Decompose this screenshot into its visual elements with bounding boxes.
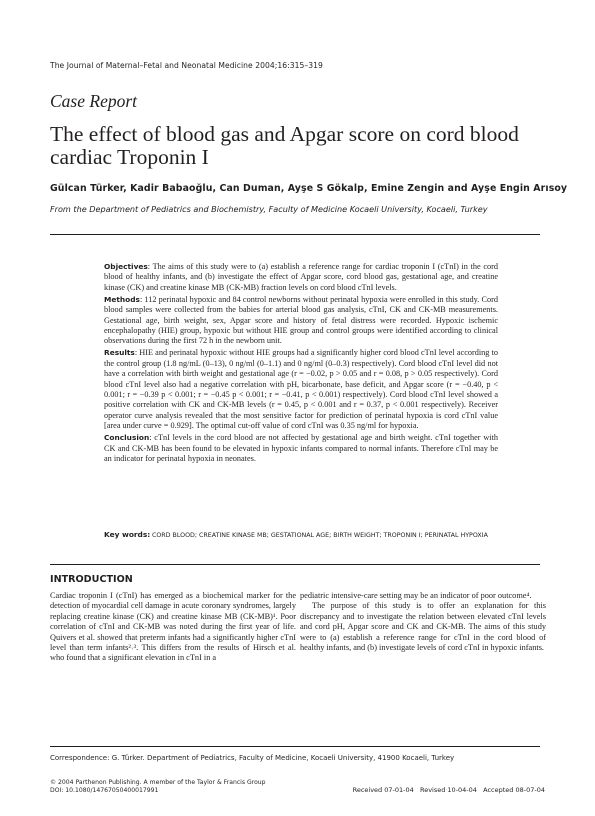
- footer-rule: [50, 746, 540, 747]
- intro-paragraph-2: The purpose of this study is to offer an explanation for this discrepancy and to investigate the relation between elevated cTnI levels and cord pH, Apgar score and CK and CK-MB. The aims of this study were to (a) establish a reference range for cTnI in the cord blood of healthy infants, and (b) investigate levels of cord cTnI in hypoxic infants.: [300, 601, 546, 653]
- conclusion-text: : cTnI levels in the cord blood are not affected by gestational age and birth weight. cTnI together with CK and CK-MB has been found to be elevated in hypoxic infants compared to normal infants. Therefore cTnI may be an indicator for perinatal hypoxia in neonates.: [104, 433, 498, 464]
- doi-line: DOI: 10.1080/14767050400017991: [50, 786, 159, 794]
- intro-paragraph-1: Cardiac troponin I (cTnI) has emerged as a biochemical marker for the detection of myocardial cell damage in acute coronary syndromes, largely replacing creatine kinase (CK) and creatine kinase MB (CK-MB)¹. Poor correlation of cTnI and CK-MB was noted during the first year of life. Quivers et al. showed that preterm infants had a significantly higher cTnI level than term infants²˒³. This differs from the results of Hirsch et al. who found that a significant elevation in cTnI in a: [50, 591, 296, 663]
- abstract-results: [104, 348, 498, 431]
- abstract: [104, 262, 498, 466]
- keywords-label: Key words:: [104, 530, 151, 539]
- header-rule: [50, 234, 540, 235]
- copyright-block: [50, 779, 266, 794]
- objectives-label: Objectives: [104, 262, 148, 271]
- abstract-methods: [104, 295, 498, 347]
- abstract-objectives: [104, 262, 498, 293]
- keywords: [104, 530, 498, 541]
- body-column-right: [300, 591, 546, 653]
- revised-date: Revised 10-04-04: [419, 786, 477, 794]
- copyright-line: © 2004 Parthenon Publishing. A member of the Taylor & Francis Group: [50, 779, 266, 786]
- abstract-conclusion: [104, 433, 498, 464]
- article-dates: [353, 786, 545, 794]
- conclusion-label: Conclusion: [104, 433, 150, 443]
- journal-citation-line: The Journal of Maternal–Fetal and Neonatal Medicine 2004;16:315–319: [50, 61, 323, 70]
- results-label: Results: [104, 348, 135, 358]
- article-title: The effect of blood gas and Apgar score on cord blood cardiac Troponin I: [50, 122, 519, 169]
- methods-text: : 112 perinatal hypoxic and 84 control newborns without perinatal hypoxia were enrolled in this study. Cord blood samples were collected from the babies for arterial blood gas analysis, cTnI, CK and CK-MB measurements. Gestational age, birth weight, sex, Apgar score and history of fetal distress were recorded. Hypoxic ischemic encephalopathy (HIE) group, hypoxic but without HIE group and control groups were identified according to clinical observations during the first 72 h in the newborn unit.: [104, 294, 498, 346]
- intro-paragraph-1-continued: pediatric intensive-care setting may be an indicator of poor outcome⁴.: [300, 591, 532, 600]
- correspondence-note: Correspondence: G. Türker. Department of Pediatrics, Faculty of Medicine, Kocaeli University, 41900 Kocaeli, Turkey: [50, 754, 455, 762]
- article-type-label: Case Report: [50, 91, 138, 111]
- author-list: Gülcan Türker, Kadir Babaoğlu, Can Duman, Ayşe S Gökalp, Emine Zengin and Ayşe Engin Arısoy: [50, 183, 568, 194]
- keywords-text: CORD BLOOD; CREATINE KINASE MB; GESTATIONAL AGE; BIRTH WEIGHT; TROPONIN I; PERINATAL HYPOXIA: [151, 532, 488, 539]
- affiliation-line: From the Department of Pediatrics and Biochemistry, Faculty of Medicine Kocaeli University, Kocaeli, Turkey: [50, 204, 488, 214]
- introduction-heading: INTRODUCTION: [50, 574, 133, 585]
- methods-label: Methods: [104, 294, 140, 304]
- received-date: Received 07-01-04: [352, 786, 414, 794]
- objectives-text: : The aims of this study were to (a) establish a reference range for cardiac troponin I (cTnI) in the cord blood of healthy infants, and (b) investigate the effect of Apgar score, cord blood gas, gestational age, and creatine kinase (CK) and creatine kinase MB (CK-MB) fraction levels on cord blood cTnI levels.: [104, 262, 498, 292]
- body-column-left: [50, 591, 296, 664]
- accepted-date: Accepted 08-07-04: [483, 786, 545, 794]
- results-text: : HIE and perinatal hypoxic without HIE groups had a significantly higher cord blood cTnI level according to the control group (1.8 ng/mL (0–13), 0 ng/ml (0–1.1) and 0 ng/ml (0–0.3) respectively). Cord blood cTnI level did not have a correlation with birth weight and gestational age (r = −0.02, p > 0.05 and r = 0.08, p > 0.05 respectively). Cord blood cTnI level also had a negative correlation with pH, bicarbonate, base deficit, and Apgar score (r = −0.40, p < 0.001; r = −0.39 p < 0.001; r = −0.45 p < 0.001; r = −0.41, p < 0.001) respectively). Cord blood cTnI level showed a positive correlation with CK and CK-MB levels (r = 0.45, p < 0.001 and r = 0.37, p < 0.001 respectively). Receiver operator curve analysis revealed that the most sensitive factor for prediction of perinatal hypoxia is cord cTnI value [area under curve = 0.929]. The optimal cut-off value of cord cTnI was 0.35 ng/ml for hypoxia.: [104, 348, 498, 431]
- abstract-rule: [50, 564, 540, 565]
